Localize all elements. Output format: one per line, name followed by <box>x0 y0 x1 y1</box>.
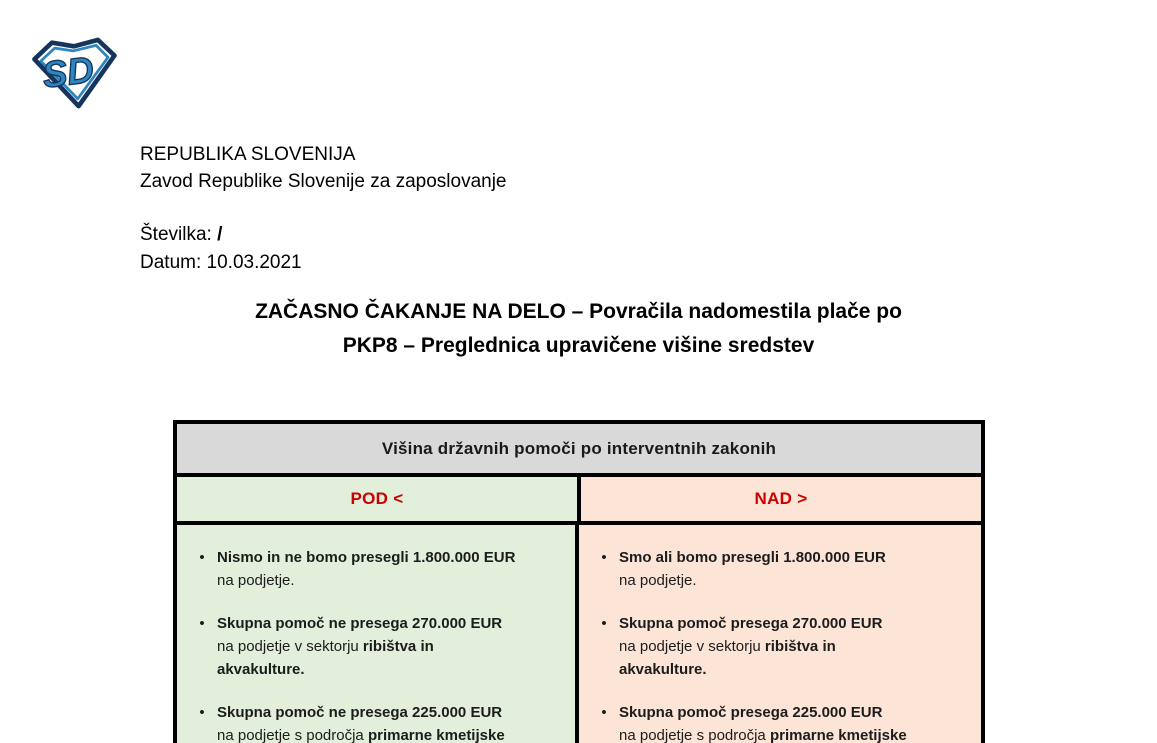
logo-letters: SD <box>40 48 97 96</box>
bullet-line: na podjetje s področja primarne kmetijske <box>619 727 907 743</box>
org-line-institution: Zavod Republike Slovenije za zaposlovanje <box>140 171 507 192</box>
column-header-pod: POD < <box>177 477 581 521</box>
bullet-item <box>187 546 561 592</box>
table-body-row <box>177 525 981 743</box>
bullet-dot: • <box>199 704 205 721</box>
bullet-line: Skupna pomoč presega 270.000 EUR <box>619 615 883 632</box>
bullet-line: Nismo in ne bomo presegli 1.800.000 EUR <box>217 549 516 566</box>
bullet-line: Skupna pomoč presega 225.000 EUR <box>619 704 883 721</box>
bullet-item <box>187 701 561 743</box>
bullet-line: na podjetje v sektorju ribištva in <box>217 638 434 655</box>
bullet-line: Skupna pomoč ne presega 270.000 EUR <box>217 615 503 632</box>
bullet-line: akvakulture. <box>217 661 305 678</box>
org-line-republic: REPUBLIKA SLOVENIJA <box>140 144 356 165</box>
bullet-item <box>589 546 967 592</box>
bullet-item <box>589 612 967 681</box>
nad-cell <box>579 525 981 743</box>
state-aid-table <box>173 420 985 743</box>
table-column-header-row <box>177 477 981 525</box>
org-header <box>140 141 507 195</box>
pod-cell <box>177 525 579 743</box>
bullet-line: na podjetje v sektorju ribištva in <box>619 638 836 655</box>
bullet-dot: • <box>601 615 607 632</box>
bullet-line: na podjetje. <box>619 572 697 589</box>
bullet-dot: • <box>199 615 205 632</box>
bullet-line: Smo ali bomo presegli 1.800.000 EUR <box>619 549 886 566</box>
table-title-cell: Višina državnih pomoči po interventnih zakonih <box>177 424 981 477</box>
bullet-dot: • <box>199 549 205 566</box>
title-line-1: ZAČASNO ČAKANJE NA DELO – Povračila nadomestila plače po <box>255 300 902 323</box>
bullet-line: akvakulture. <box>619 661 707 678</box>
date-value: 10.03.2021 <box>206 252 302 273</box>
number-value: / <box>217 224 223 245</box>
reference-block <box>140 221 302 277</box>
bullet-line: Skupna pomoč ne presega 225.000 EUR <box>217 704 503 721</box>
bullet-dot: • <box>601 549 607 566</box>
document-date-line <box>140 249 302 277</box>
title-line-2: PKP8 – Preglednica upravičene višine sredstev <box>342 334 815 357</box>
bullet-line: na podjetje s področja primarne kmetijske <box>217 727 505 743</box>
bullet-line: na podjetje. <box>217 572 295 589</box>
bullet-item <box>589 701 967 743</box>
bullet-dot: • <box>601 704 607 721</box>
date-label: Datum: <box>140 252 202 273</box>
sd-shield-logo <box>28 36 120 110</box>
bullet-item <box>187 612 561 681</box>
document-number-line <box>140 221 302 249</box>
number-label: Številka: <box>140 224 212 245</box>
column-header-nad: NAD > <box>581 477 981 521</box>
document-title <box>0 295 1157 363</box>
